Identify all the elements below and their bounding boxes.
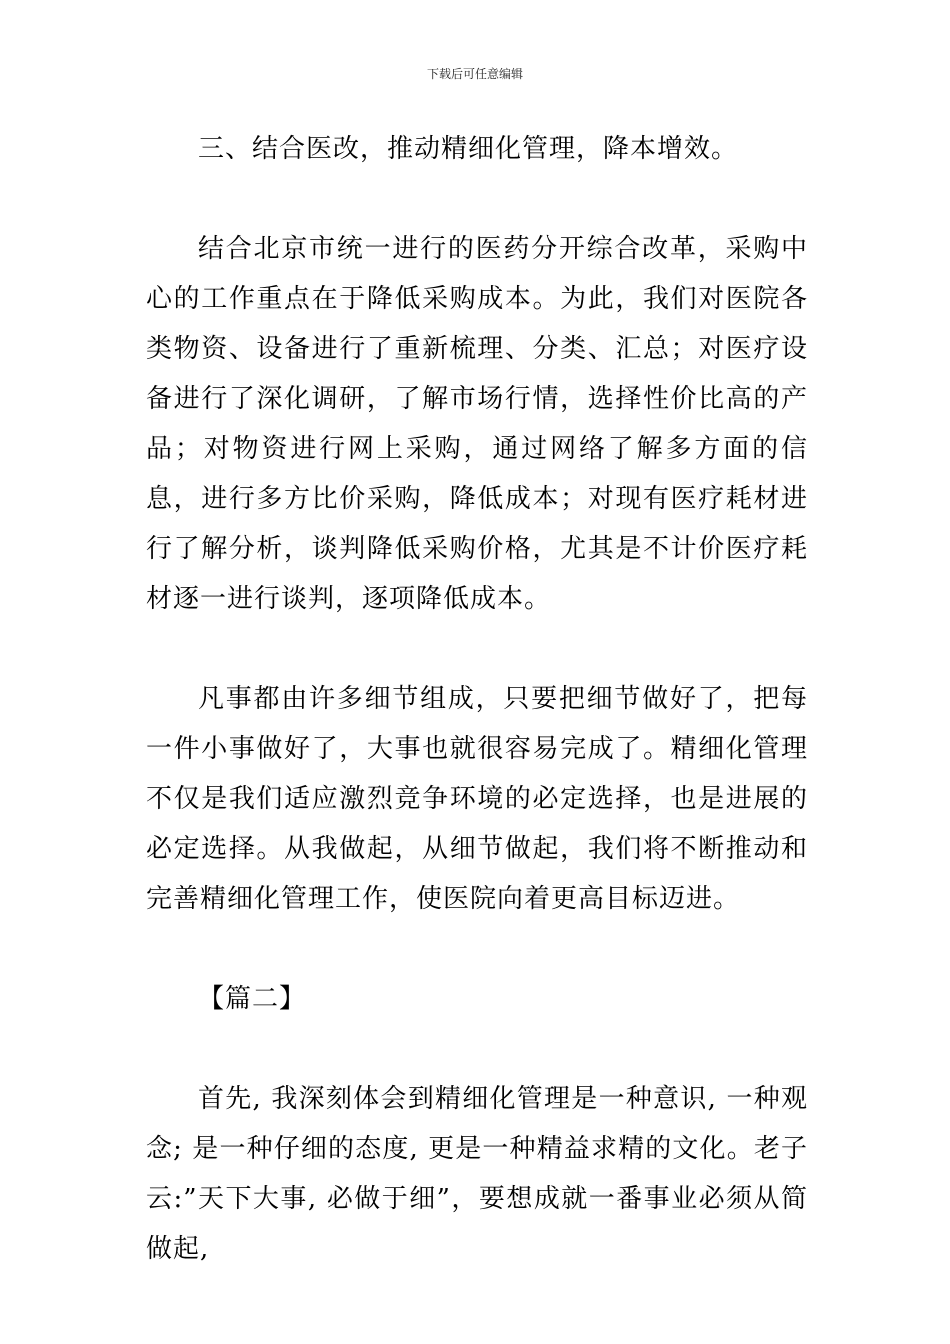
paragraph-details: 凡事都由许多细节组成，只要把细节做好了，把每一件小事做好了，大事也就很容易完成了。精细化管理不仅是我们适应激烈竞争环境的必定选择，也是进展的必定选择。从我做起，从细节做起，我们将不断推动和完善精细化管理工作，使医院向着更高目标迈进。 — [146, 684, 808, 914]
paragraph-gap — [146, 174, 808, 224]
paragraph-gap — [146, 624, 808, 674]
paragraph-gap — [146, 924, 808, 974]
paragraph-awareness: 首先, 我深刻体会到精细化管理是一种意识, 一种观念; 是一种仔细的态度, 更是一种精益求精的文化。老子云:”天下大事, 必做于细”，要想成就一番事业必须从简做起, — [146, 1084, 808, 1264]
part-heading: 【篇二】 — [198, 984, 307, 1014]
paragraph-procurement: 结合北京市统一进行的医药分开综合改革，采购中心的工作重点在于降低采购成本。为此，我们对医院各类物资、设备进行了重新梳理、分类、汇总；对医疗设备进行了深化调研，了解市场行情，选择性价比高的产品；对物资进行网上采购，通过网络了解多方面的信息，进行多方比价采购，降低成本；对现有医疗耗材进行了解分析，谈判降低采购价格，尤其是不计价医疗耗材逐一进行谈判，逐项降低成本。 — [146, 234, 808, 614]
document-body — [146, 124, 808, 1274]
paragraph-gap — [146, 1024, 808, 1074]
section-heading: 三、结合医改，推动精细化管理，降本增效。 — [198, 134, 739, 164]
header-note: 下载后可任意编辑 — [426, 67, 523, 81]
